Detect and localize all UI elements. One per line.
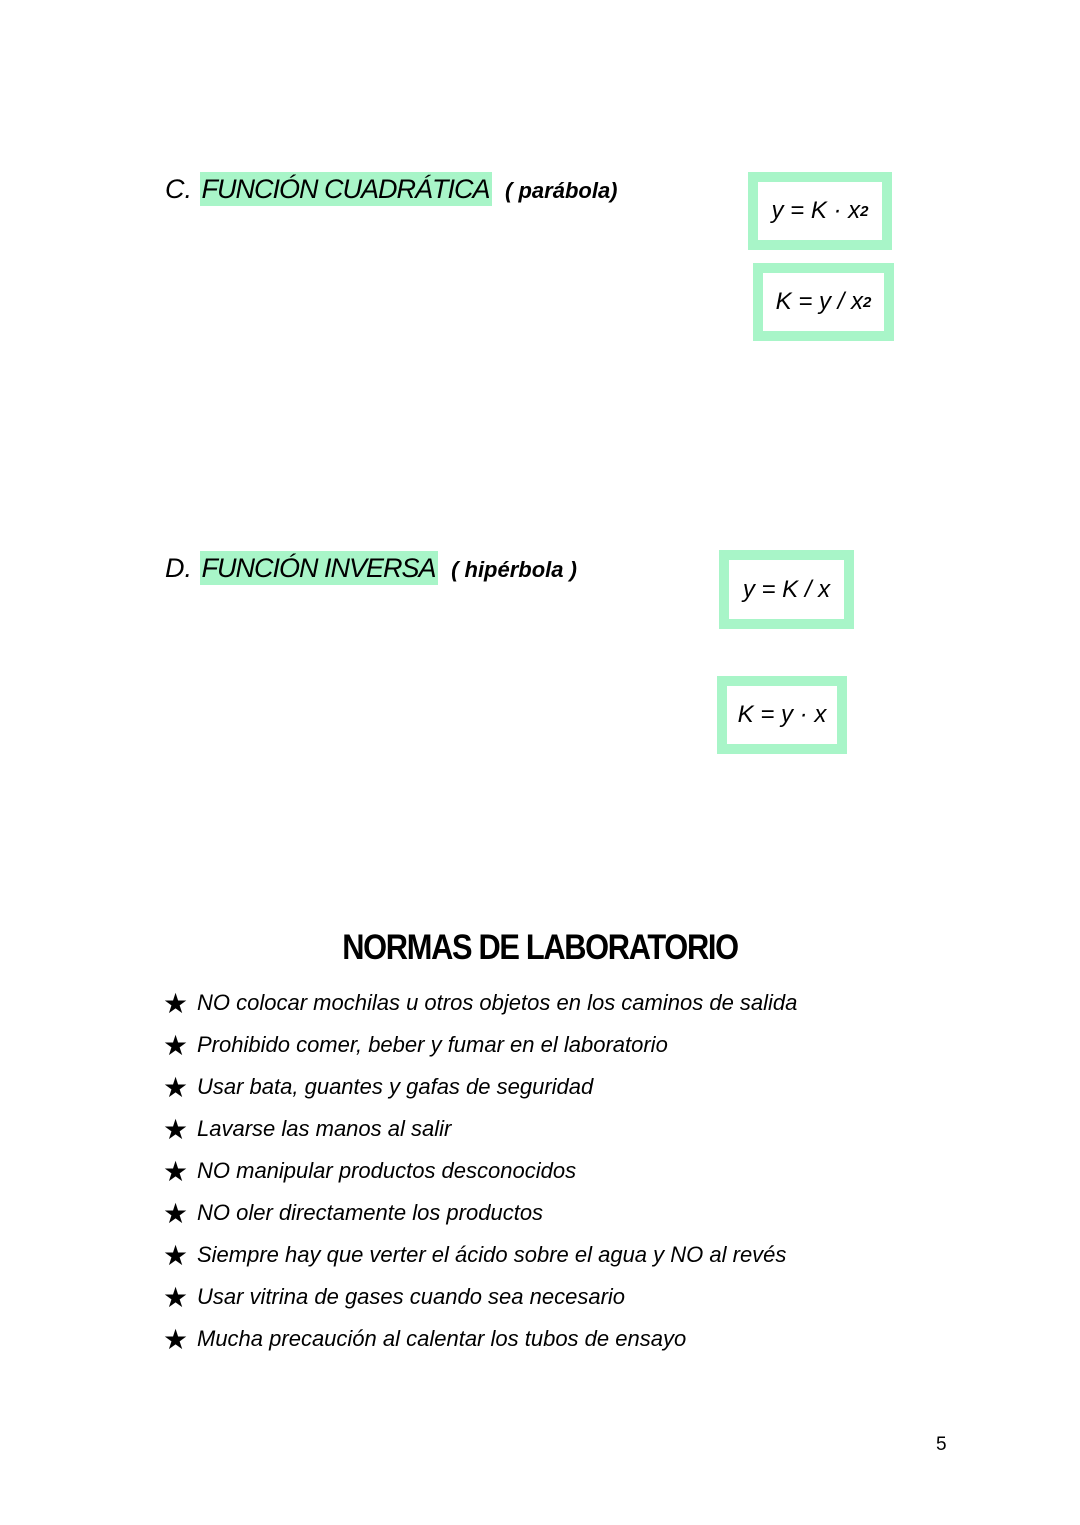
section-c-heading: [165, 174, 618, 205]
formula-text: y = K / x: [742, 575, 831, 603]
star-icon: ★: [163, 1322, 189, 1356]
rule-text: Usar vitrina de gases cuando sea necesario: [197, 1284, 626, 1309]
rule-text: NO manipular productos desconocidos: [197, 1158, 577, 1183]
star-icon: ★: [163, 1154, 189, 1188]
formula-text: K = y / x: [775, 288, 864, 315]
rules-list: [163, 982, 797, 1360]
rule-text: Usar bata, guantes y gafas de seguridad: [197, 1074, 594, 1099]
section-subtitle: ( parábola): [505, 178, 618, 203]
rule-text: Siempre hay que verter el ácido sobre el agua y NO al revés: [197, 1242, 787, 1267]
rule-text: Prohibido comer, beber y fumar en el laboratorio: [197, 1032, 668, 1057]
rule-item: [163, 1192, 797, 1234]
rule-text: Lavarse las manos al salir: [197, 1116, 452, 1141]
star-icon: ★: [163, 1280, 189, 1314]
formula-text: y = K · x: [771, 197, 861, 224]
formula-box: [717, 676, 847, 754]
star-icon: ★: [163, 1196, 189, 1230]
formula-box: [753, 263, 894, 341]
formula-text: K = y · x: [737, 701, 827, 728]
rule-item: [163, 1066, 797, 1108]
rule-text: Mucha precaución al calentar los tubos de ensayo: [197, 1326, 687, 1351]
section-title: FUNCIÓN INVERSA: [201, 553, 436, 583]
formula-box: [719, 550, 854, 629]
rule-item: [163, 1024, 797, 1066]
star-icon: ★: [163, 1238, 189, 1272]
star-icon: ★: [163, 1028, 189, 1062]
rule-item: [163, 1276, 797, 1318]
rule-item: [163, 982, 797, 1024]
section-letter: D.: [165, 553, 192, 583]
formula-box: [748, 172, 892, 250]
star-icon: ★: [163, 986, 189, 1020]
formula-exponent: 2: [860, 202, 869, 220]
section-title: FUNCIÓN CUADRÁTICA: [201, 174, 490, 204]
rule-item: [163, 1234, 797, 1276]
rules-title: NORMAS DE LABORATORIO: [342, 928, 738, 967]
section-letter: C.: [165, 174, 192, 204]
page-number: 5: [936, 1434, 947, 1455]
rule-item: [163, 1318, 797, 1360]
star-icon: ★: [163, 1070, 189, 1104]
rule-item: [163, 1150, 797, 1192]
section-d-heading: [165, 553, 577, 584]
section-subtitle: ( hipérbola ): [451, 557, 577, 582]
rule-item: [163, 1108, 797, 1150]
rule-text: NO oler directamente los productos: [197, 1200, 544, 1225]
rule-text: NO colocar mochilas u otros objetos en los caminos de salida: [197, 990, 798, 1015]
formula-exponent: 2: [863, 293, 872, 311]
star-icon: ★: [163, 1112, 189, 1146]
